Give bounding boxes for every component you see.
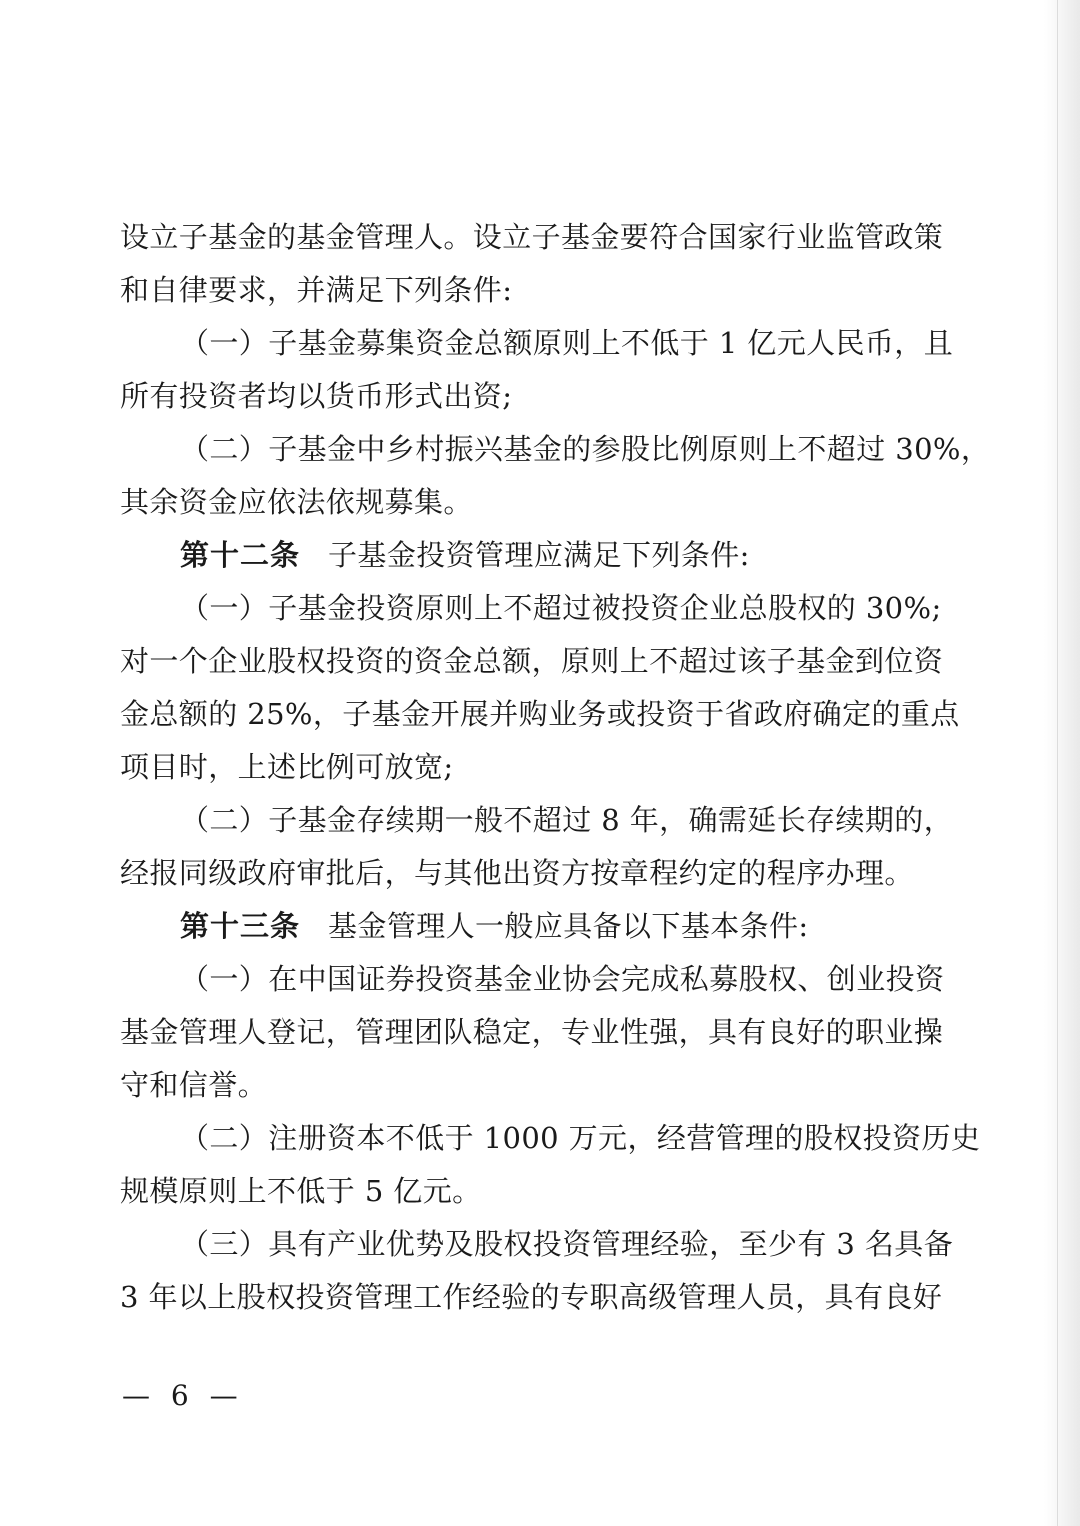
- article-13-heading-line: [180, 906, 940, 946]
- clause-line: （二）注册资本不低于 1000 万元，经营管理的股权投资历史: [180, 1121, 981, 1155]
- body-line: 设立子基金的基金管理人。设立子基金要符合国家行业监管政策: [120, 220, 944, 254]
- page-number: — 6 —: [122, 1379, 244, 1412]
- clause-line: 对一个企业股权投资的资金总额，原则上不超过该子基金到位资: [120, 644, 944, 678]
- clause-line: 所有投资者均以货币形式出资;: [120, 379, 513, 413]
- clause-line: 基金管理人登记，管理团队稳定，专业性强，具有良好的职业操: [120, 1015, 944, 1049]
- article-13-intro: 基金管理人一般应具备以下基本条件:: [328, 909, 809, 943]
- article-13-heading: 第十三条: [180, 909, 301, 943]
- clause-line: （二）子基金中乡村振兴基金的参股比例原则上不超过 30%，: [180, 432, 991, 466]
- clause-line: 守和信誉。: [120, 1068, 268, 1102]
- clause-line: 项目时，上述比例可放宽;: [120, 750, 454, 784]
- clause-line: （一）子基金募集资金总额原则上不低于 1 亿元人民币，且: [180, 326, 954, 360]
- clause-line: 其余资金应依法依规募集。: [120, 485, 473, 519]
- article-12-intro: 子基金投资管理应满足下列条件:: [328, 538, 750, 572]
- clause-line: （一）子基金投资原则上不超过被投资企业总股权的 30%;: [180, 591, 942, 625]
- clause-line: 3 年以上股权投资管理工作经验的专职高级管理人员，具有良好: [120, 1280, 943, 1314]
- clause-line: （一）在中国证券投资基金业协会完成私募股权、创业投资: [180, 962, 945, 996]
- article-12-heading: 第十二条: [180, 538, 301, 572]
- body-line: 和自律要求，并满足下列条件:: [120, 273, 513, 307]
- clause-line: （二）子基金存续期一般不超过 8 年，确需延长存续期的，: [180, 803, 954, 837]
- clause-line: 经报同级政府审批后，与其他出资方按章程约定的程序办理。: [120, 856, 914, 890]
- clause-line: 金总额的 25%，子基金开展并购业务或投资于省政府确定的重点: [120, 697, 960, 731]
- article-12-heading-line: [180, 535, 940, 575]
- clause-line: （三）具有产业优势及股权投资管理经验，至少有 3 名具备: [180, 1227, 954, 1261]
- clause-line: 规模原则上不低于 5 亿元。: [120, 1174, 482, 1208]
